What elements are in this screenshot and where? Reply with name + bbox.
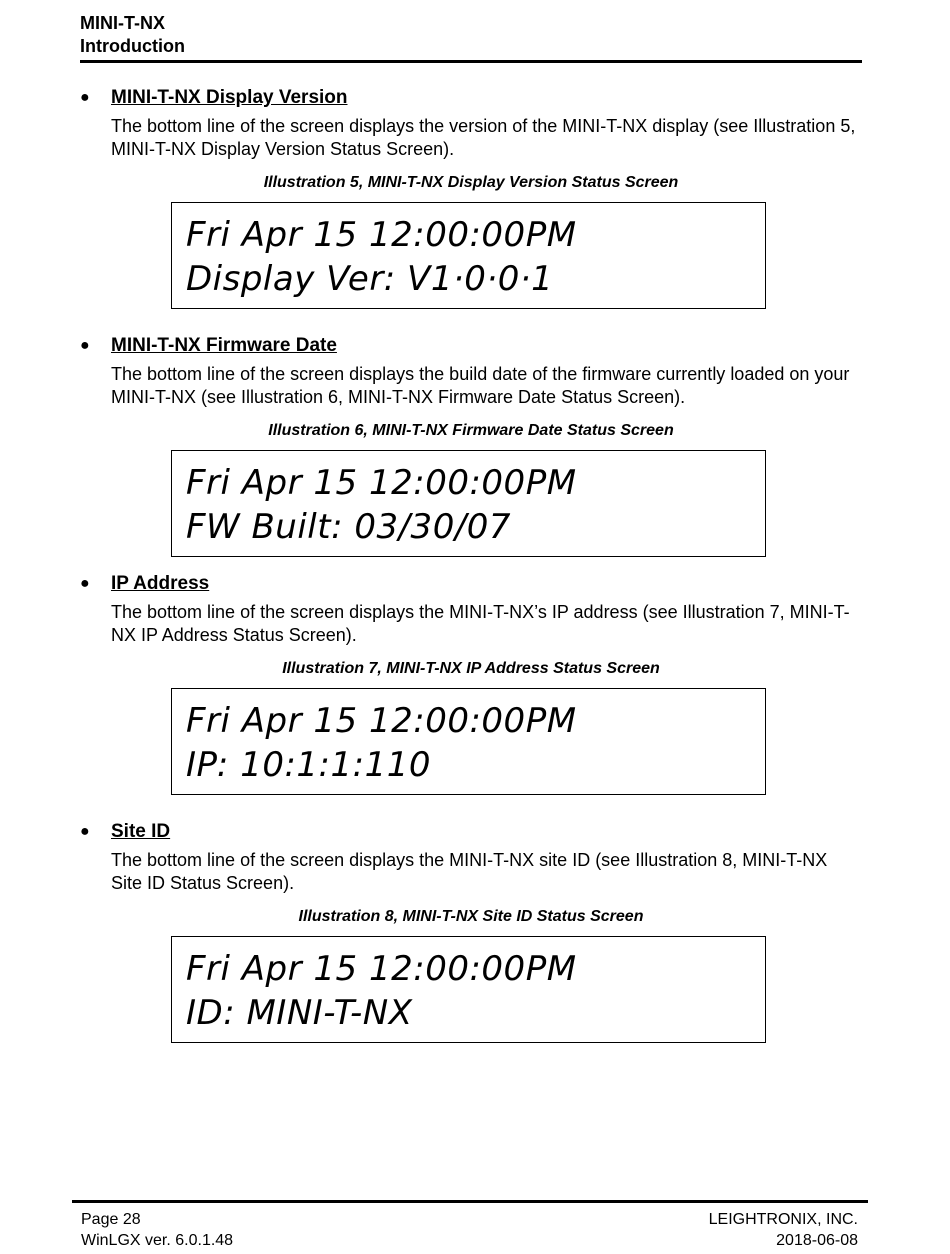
section-body: The bottom line of the screen displays the build date of the firmware currently loaded on your MINI-T-NX (see Illustration 6, MINI-T-NX Firmware Date Status Screen). (111, 364, 850, 407)
screen-line-2: Display Ver: V1·0·0·1 (186, 259, 554, 299)
status-screen (171, 936, 766, 1043)
illustration-caption: Illustration 6, MINI-T-NX Firmware Date Status Screen (268, 422, 674, 439)
screen-line-2: IP: 10:1:1:110 (186, 745, 431, 785)
page-number: Page 28 (81, 1211, 141, 1228)
bullet-icon: ● (80, 823, 90, 840)
status-screen (171, 450, 766, 557)
screen-line-1: Fri Apr 15 12:00:00PM (186, 701, 577, 741)
illustration-caption: Illustration 8, MINI-T-NX Site ID Status Screen (298, 908, 644, 925)
section-body: The bottom line of the screen displays the MINI-T-NX site ID (see Illustration 8, MINI-T-NX Site ID Status Screen). (111, 850, 828, 893)
screen-line-1: Fri Apr 15 12:00:00PM (186, 463, 577, 503)
bullet-icon: ● (80, 89, 90, 106)
footer-right (709, 1209, 858, 1251)
section-heading: Site ID (111, 821, 171, 842)
footer-left (81, 1209, 233, 1251)
section-heading: IP Address (111, 573, 210, 594)
header-title: MINI-T-NX (80, 13, 165, 33)
bullet-icon: ● (80, 337, 90, 354)
illustration-caption: Illustration 7, MINI-T-NX IP Address Status Screen (282, 660, 660, 677)
page-header (80, 12, 862, 58)
bullet-icon: ● (80, 575, 90, 592)
status-screen (171, 202, 766, 309)
section-body: The bottom line of the screen displays the version of the MINI-T-NX display (see Illustration 5, MINI-T-NX Display Version Status Screen). (111, 116, 856, 159)
screen-line-2: FW Built: 03/30/07 (186, 507, 512, 547)
footer-divider (72, 1200, 868, 1203)
illustration-caption: Illustration 5, MINI-T-NX Display Version Status Screen (263, 174, 679, 191)
status-screen (171, 688, 766, 795)
document-date: 2018-06-08 (776, 1232, 858, 1249)
section-heading: MINI-T-NX Firmware Date (111, 335, 337, 356)
screen-line-1: Fri Apr 15 12:00:00PM (186, 215, 577, 255)
header-divider (80, 60, 862, 63)
software-version: WinLGX ver. 6.0.1.48 (81, 1232, 234, 1249)
header-subtitle: Introduction (80, 36, 185, 56)
screen-line-2: ID: MINI-T-NX (186, 993, 413, 1033)
section-heading: MINI-T-NX Display Version (111, 87, 348, 108)
section-body: The bottom line of the screen displays the MINI-T-NX’s IP address (see Illustration 7, MINI-T-NX IP Address Status Screen). (111, 602, 850, 645)
company-name: LEIGHTRONIX, INC. (708, 1211, 858, 1228)
screen-line-1: Fri Apr 15 12:00:00PM (186, 949, 577, 989)
